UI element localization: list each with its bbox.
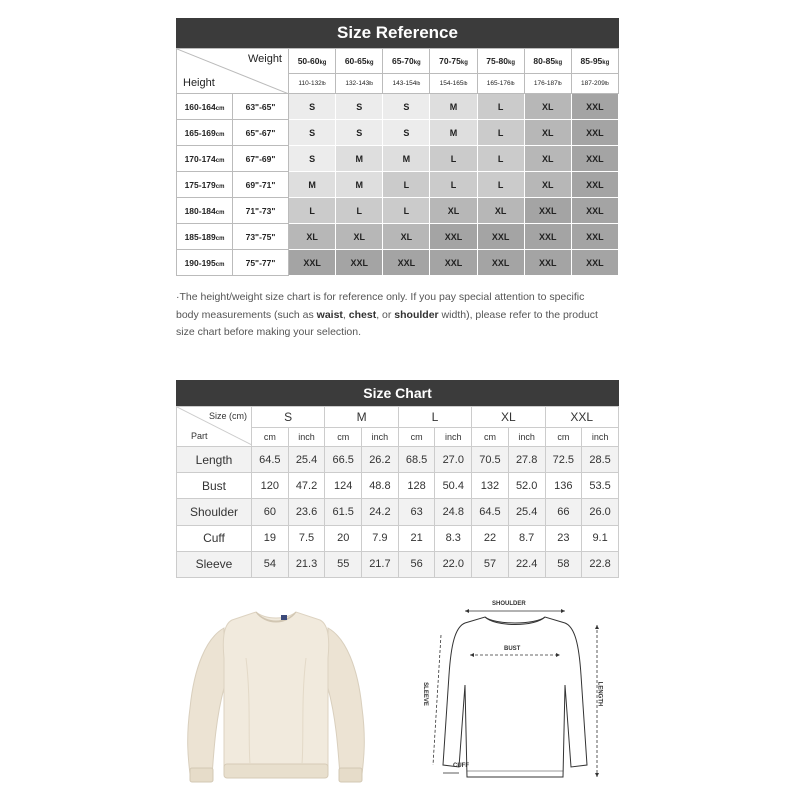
- size-cell: L: [383, 172, 430, 198]
- size-cell: XXL: [289, 250, 336, 276]
- measurement-row: [177, 447, 619, 473]
- measurement-value: 53.5: [582, 473, 619, 499]
- measurement-value: 21: [398, 525, 435, 551]
- size-cell: XL: [524, 146, 571, 172]
- measurement-value: 47.2: [288, 473, 325, 499]
- measurement-value: 23.6: [288, 499, 325, 525]
- size-cell: XXL: [571, 198, 618, 224]
- part-name: Length: [177, 447, 252, 473]
- bust-label: BUST: [504, 646, 521, 652]
- measurement-row: [177, 499, 619, 525]
- size-cell: S: [289, 120, 336, 146]
- size-header-row: [177, 407, 619, 428]
- measurement-value: 128: [398, 473, 435, 499]
- unit-header: cm: [472, 428, 509, 447]
- size-header-xl: XL: [472, 407, 545, 428]
- height-cm: 185-189cm: [177, 224, 233, 250]
- size-cell: XXL: [571, 224, 618, 250]
- size-cell: XXL: [430, 224, 477, 250]
- size-cell: M: [430, 120, 477, 146]
- size-cell: S: [336, 94, 383, 120]
- height-row: [177, 146, 619, 172]
- size-cell: XL: [336, 224, 383, 250]
- measurement-value: 26.2: [362, 447, 399, 473]
- height-inch: 71"-73": [233, 198, 289, 224]
- size-cell: XL: [524, 120, 571, 146]
- measurement-value: 22.8: [582, 551, 619, 577]
- sweater-photo: [176, 598, 376, 788]
- size-cell: XL: [430, 198, 477, 224]
- measurement-value: 54: [252, 551, 289, 577]
- size-cell: XXL: [571, 94, 618, 120]
- size-header-xxl: XXL: [545, 407, 619, 428]
- height-cm: 175-179cm: [177, 172, 233, 198]
- weight-kg-2: 65-70kg: [383, 49, 430, 74]
- measurement-value: 55: [325, 551, 362, 577]
- size-cell: XXL: [524, 250, 571, 276]
- height-inch: 73"-75": [233, 224, 289, 250]
- measurement-value: 20: [325, 525, 362, 551]
- unit-header: inch: [582, 428, 619, 447]
- size-cell: XXL: [571, 146, 618, 172]
- measurement-value: 24.2: [362, 499, 399, 525]
- height-row: [177, 250, 619, 276]
- height-row: [177, 120, 619, 146]
- measurement-value: 25.4: [288, 447, 325, 473]
- unit-header: cm: [545, 428, 582, 447]
- weight-kg-row: [177, 49, 619, 74]
- size-cell: XL: [289, 224, 336, 250]
- measurement-diagram: [415, 595, 615, 790]
- size-cell: L: [430, 172, 477, 198]
- measurement-value: 72.5: [545, 447, 582, 473]
- height-cm: 165-169cm: [177, 120, 233, 146]
- unit-header: inch: [508, 428, 545, 447]
- weight-height-corner: [177, 49, 289, 94]
- size-cell: XL: [524, 94, 571, 120]
- measurement-value: 64.5: [252, 447, 289, 473]
- measurement-value: 120: [252, 473, 289, 499]
- size-cell: M: [336, 172, 383, 198]
- measurement-row: [177, 473, 619, 499]
- size-cell: XXL: [571, 250, 618, 276]
- weight-kg-5: 80-85kg: [524, 49, 571, 74]
- note-line-2: body measurements (such as waist, chest, or shoulder width), please refer to the product: [176, 308, 598, 321]
- unit-header: cm: [252, 428, 289, 447]
- unit-header: inch: [362, 428, 399, 447]
- size-cm-label: Size (cm): [209, 411, 247, 421]
- size-cell: XXL: [383, 250, 430, 276]
- unit-header: inch: [288, 428, 325, 447]
- part-name: Bust: [177, 473, 252, 499]
- measurement-value: 64.5: [472, 499, 509, 525]
- size-cell: L: [477, 120, 524, 146]
- height-inch: 63"-65": [233, 94, 289, 120]
- size-header-m: M: [325, 407, 398, 428]
- measurement-value: 28.5: [582, 447, 619, 473]
- measurement-value: 124: [325, 473, 362, 499]
- height-cm: 180-184cm: [177, 198, 233, 224]
- note-line-1: ·The height/weight size chart is for reference only. If you pay special attention to specific: [176, 291, 585, 303]
- weight-kg-0: 50-60kg: [289, 49, 336, 74]
- measurement-value: 60: [252, 499, 289, 525]
- height-cm: 170-174cm: [177, 146, 233, 172]
- weight-kg-1: 60-65kg: [336, 49, 383, 74]
- weight-lb-0: 110-132lb: [289, 74, 336, 94]
- length-label: LENGTH: [596, 681, 603, 707]
- part-name: Sleeve: [177, 551, 252, 577]
- part-name: Shoulder: [177, 499, 252, 525]
- note-line-3: size chart before making your selection.: [176, 326, 362, 338]
- cuff-label: CUFF: [453, 763, 469, 769]
- size-part-corner: [177, 407, 252, 447]
- height-inch: 75"-77": [233, 250, 289, 276]
- measurement-value: 136: [545, 473, 582, 499]
- measurement-value: 132: [472, 473, 509, 499]
- size-cell: XL: [477, 198, 524, 224]
- measurement-value: 70.5: [472, 447, 509, 473]
- size-cell: S: [289, 146, 336, 172]
- measurement-value: 56: [398, 551, 435, 577]
- sleeve-label: SLEEVE: [421, 682, 428, 706]
- measurement-value: 7.5: [288, 525, 325, 551]
- weight-lb-4: 165-176lb: [477, 74, 524, 94]
- size-cell: L: [289, 198, 336, 224]
- weight-lb-6: 187-209lb: [571, 74, 618, 94]
- sweater-image: [176, 598, 376, 788]
- size-cell: M: [383, 146, 430, 172]
- height-inch: 67"-69": [233, 146, 289, 172]
- note-waist: waist: [316, 308, 343, 321]
- measurement-value: 25.4: [508, 499, 545, 525]
- height-row: [177, 172, 619, 198]
- measurement-value: 19: [252, 525, 289, 551]
- weight-lb-2: 143-154lb: [383, 74, 430, 94]
- measurement-value: 58: [545, 551, 582, 577]
- size-cell: L: [336, 198, 383, 224]
- measurement-value: 21.7: [362, 551, 399, 577]
- unit-header: inch: [435, 428, 472, 447]
- weight-kg-3: 70-75kg: [430, 49, 477, 74]
- height-row: [177, 94, 619, 120]
- size-cell: XXL: [571, 120, 618, 146]
- measurement-value: 23: [545, 525, 582, 551]
- weight-label: Weight: [247, 53, 282, 65]
- unit-header: cm: [325, 428, 362, 447]
- weight-kg-6: 85-95kg: [571, 49, 618, 74]
- part-name: Cuff: [177, 525, 252, 551]
- size-reference-title: Size Reference: [176, 18, 619, 48]
- size-reference-table: [176, 48, 619, 276]
- size-cell: L: [477, 94, 524, 120]
- size-cell: L: [383, 198, 430, 224]
- height-cm: 160-164cm: [177, 94, 233, 120]
- size-chart-table: [176, 406, 619, 578]
- size-cell: XL: [383, 224, 430, 250]
- shoulder-label: SHOULDER: [492, 601, 526, 607]
- measurement-value: 52.0: [508, 473, 545, 499]
- size-reference-note: [176, 289, 626, 342]
- note-shoulder: shoulder: [394, 308, 439, 321]
- measurement-value: 50.4: [435, 473, 472, 499]
- measurement-value: 26.0: [582, 499, 619, 525]
- height-label: Height: [183, 77, 215, 89]
- measurement-value: 9.1: [582, 525, 619, 551]
- measurement-value: 63: [398, 499, 435, 525]
- height-inch: 69"-71": [233, 172, 289, 198]
- size-cell: M: [289, 172, 336, 198]
- measurement-value: 57: [472, 551, 509, 577]
- height-row: [177, 198, 619, 224]
- size-cell: XXL: [524, 198, 571, 224]
- size-cell: S: [289, 94, 336, 120]
- weight-lb-3: 154-165lb: [430, 74, 477, 94]
- size-header-l: L: [398, 407, 471, 428]
- measurement-value: 24.8: [435, 499, 472, 525]
- size-cell: XXL: [477, 250, 524, 276]
- size-cell: S: [383, 94, 430, 120]
- size-cell: S: [383, 120, 430, 146]
- height-cm: 190-195cm: [177, 250, 233, 276]
- unit-header: cm: [398, 428, 435, 447]
- measurement-value: 22: [472, 525, 509, 551]
- measurement-value: 22.4: [508, 551, 545, 577]
- sweater-outline: [415, 595, 615, 790]
- note-chest: chest: [348, 308, 377, 321]
- weight-lb-1: 132-143lb: [336, 74, 383, 94]
- weight-kg-4: 75-80kg: [477, 49, 524, 74]
- measurement-row: [177, 551, 619, 577]
- size-cell: M: [336, 146, 383, 172]
- size-cell: L: [477, 146, 524, 172]
- size-header-s: S: [252, 407, 325, 428]
- size-cell: XXL: [524, 224, 571, 250]
- measurement-value: 22.0: [435, 551, 472, 577]
- size-cell: L: [430, 146, 477, 172]
- size-cell: S: [336, 120, 383, 146]
- measurement-value: 21.3: [288, 551, 325, 577]
- height-inch: 65"-67": [233, 120, 289, 146]
- size-cell: XXL: [336, 250, 383, 276]
- size-cell: XXL: [430, 250, 477, 276]
- measurement-value: 8.7: [508, 525, 545, 551]
- size-cell: XL: [524, 172, 571, 198]
- measurement-value: 8.3: [435, 525, 472, 551]
- measurement-row: [177, 525, 619, 551]
- size-cell: XXL: [571, 172, 618, 198]
- size-cell: L: [477, 172, 524, 198]
- measurement-value: 68.5: [398, 447, 435, 473]
- measurement-value: 66.5: [325, 447, 362, 473]
- size-chart-title: Size Chart: [176, 380, 619, 406]
- part-label: Part: [191, 431, 208, 441]
- measurement-value: 61.5: [325, 499, 362, 525]
- measurement-value: 27.8: [508, 447, 545, 473]
- size-cell: XXL: [477, 224, 524, 250]
- height-row: [177, 224, 619, 250]
- weight-lb-5: 176-187lb: [524, 74, 571, 94]
- measurement-value: 7.9: [362, 525, 399, 551]
- measurement-value: 27.0: [435, 447, 472, 473]
- measurement-value: 66: [545, 499, 582, 525]
- size-cell: M: [430, 94, 477, 120]
- measurement-value: 48.8: [362, 473, 399, 499]
